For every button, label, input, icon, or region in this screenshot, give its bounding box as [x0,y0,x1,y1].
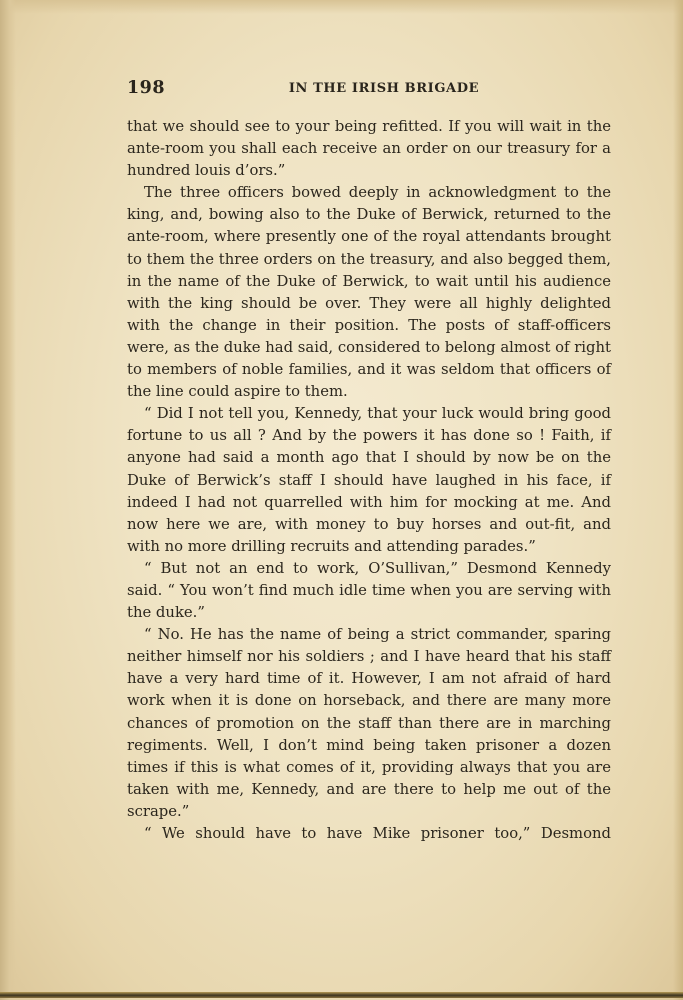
page-number: 198 [127,78,166,98]
paragraph-6: “ We should have to have Mike prisoner too,” Desmond [144,825,611,842]
paragraph-3: “ Did I not tell you, Kennedy, that your luck would bring good fortune to us all ? And by the powers it has done so ! Faith, if anyone had said a month ago that I should by now be on the Duke of Berwick’s staff I should have laughed in his face, if indeed I had not quarrelled with him for mocking at me. And now here we are, with money to buy horses and out-fit, and with no more drilling recruits and attending parades.” [127,405,611,555]
page-shadow-right [673,0,683,1000]
page-shadow-top [0,0,683,14]
page-shadow-left [0,0,16,1000]
paragraph-2: The three officers bowed deeply in acknowledgment to the king, and, bowing also to the Duke of Berwick, returned to the ante-room, where presently one of the royal attendants brought to them the three orders on the treasury, and also begged them, in the name of the Duke of Berwick, to wait until his audience with the king should be over. They were all highly delighted with the change in their position. The posts of staff-officers were, as the duke had said, considered to belong almost of right to members of noble families, and it was seldom that officers of the line could aspire to them. [127,184,611,401]
page-header [127,76,611,104]
bottom-edge-rule [0,992,683,998]
paragraph-1: that we should see to your being refitted. If you will wait in the ante-room you shall each receive an order on our treasury for a hundred louis d’ors.” [127,118,611,180]
page-body [127,116,611,845]
paragraph-5: “ No. He has the name of being a strict commander, sparing neither himself nor his soldiers ; and I have heard that his staff have a very hard time of it. However, I am not afraid of hard work when it is done on horseback, and there are many more chances of promotion on the staff than there are in marching regiments. Well, I don’t mind being taken prisoner a dozen times if this is what comes of it, providing always that you are taken with me, Kennedy, and are there to help me out of the scrape.” [127,626,611,820]
paragraph-4: “ But not an end to work, O’Sullivan,” Desmond Kennedy said. “ You won’t find much idle time when you are serving with the duke.” [127,559,611,622]
running-head: IN THE IRISH BRIGADE [288,81,480,96]
